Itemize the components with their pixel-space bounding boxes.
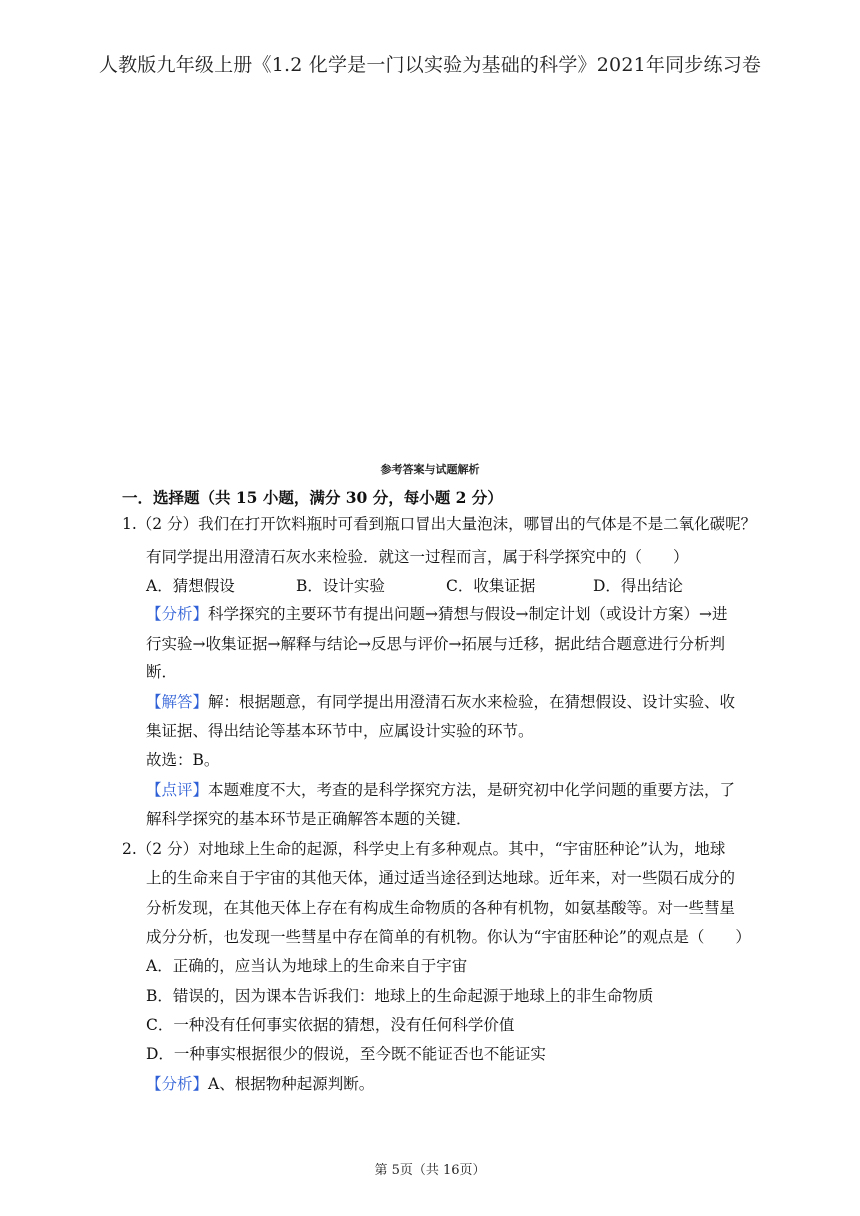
q2-analysis-line-1 [146,1074,374,1094]
q1-option-b: B．设计实验 [296,577,385,595]
q2-analysis-text: A、根据物种起源判断。 [208,1075,375,1093]
q1-option-d: D．得出结论 [593,577,683,595]
q2-option-a: A．正确的，应当认为地球上的生命来自于宇宙 [146,957,468,975]
q1-analysis-line-3: 断． [146,663,178,681]
q1-analysis-line-1 [146,604,727,624]
answer-tag: 【解答】 [146,693,209,711]
q1-option-a: A．猜想假设 [146,577,235,595]
page-footer: 第 5页（共 16页） [374,1163,486,1178]
q1-stem-line-2: 有同学提出用澄清石灰水来检验．就这一过程而言，属于科学探究中的（ ） [146,548,689,566]
q2-stem-line-3: 分析发现，在其他天体上存在有构成生命物质的各种有机物，如氨基酸等。对一些彗星 [146,899,736,917]
q2-option-c: C．一种没有任何事实依据的猜想，没有任何科学价值 [146,1016,515,1034]
analysis-tag: 【分析】 [146,1075,209,1093]
document-title: 人教版九年级上册《1.2 化学是一门以实验为基础的科学》2021年同步练习卷 [98,54,762,76]
q1-comment-line-1 [146,780,735,800]
q2-option-d: D．一种事实根据很少的假说，至今既不能证否也不能证实 [146,1045,546,1063]
q2-option-b: B．错误的，因为课本告诉我们：地球上的生命起源于地球上的非生命物质 [146,987,654,1005]
q1-analysis-line-2: 行实验→收集证据→解释与结论→反思与评价→拓展与迁移，据此结合题意进行分析判 [146,635,725,653]
q1-answer-line-1 [146,692,735,712]
q1-comment-line-2: 解科学探究的基本环节是正确解答本题的关键． [146,810,472,828]
q2-stem-line-4: 成分分析，也发现一些彗星中存在简单的有机物。你认为“宇宙胚种论”的观点是（ ） [146,928,751,946]
q1-choice: 故选：B。 [146,751,220,769]
q1-answer-text: 解：根据题意，有同学提出用澄清石灰水来检验，在猜想假设、设计实验、收 [208,693,736,711]
q1-stem-line-1: 1.（2 分）我们在打开饮料瓶时可看到瓶口冒出大量泡沫，哪冒出的气体是不是二氧化碳呢？ [122,515,757,533]
comment-tag: 【点评】 [146,781,209,799]
q2-stem-line-2: 上的生命来自于宇宙的其他天体，通过适当途径到达地球。近年来，对一些陨石成分的 [146,869,736,887]
analysis-tag: 【分析】 [146,605,209,623]
q1-analysis-text: 科学探究的主要环节有提出问题→猜想与假设→制定计划（或设计方案）→进 [208,605,728,623]
q1-answer-line-2: 集证据、得出结论等基本环节中，应属设计实验的环节。 [146,722,534,740]
q1-option-c: C．收集证据 [446,577,536,595]
answer-section-heading: 参考答案与试题解析 [380,463,480,476]
q1-comment-text: 本题难度不大，考查的是科学探究方法，是研究初中化学问题的重要方法，了 [208,781,736,799]
section-heading: 一．选择题（共 15 小题，满分 30 分，每小题 2 分） [122,488,503,507]
q2-stem-line-1: 2.（2 分）对地球上生命的起源，科学史上有多种观点。其中，“宇宙胚种论”认为，地球 [122,840,726,858]
